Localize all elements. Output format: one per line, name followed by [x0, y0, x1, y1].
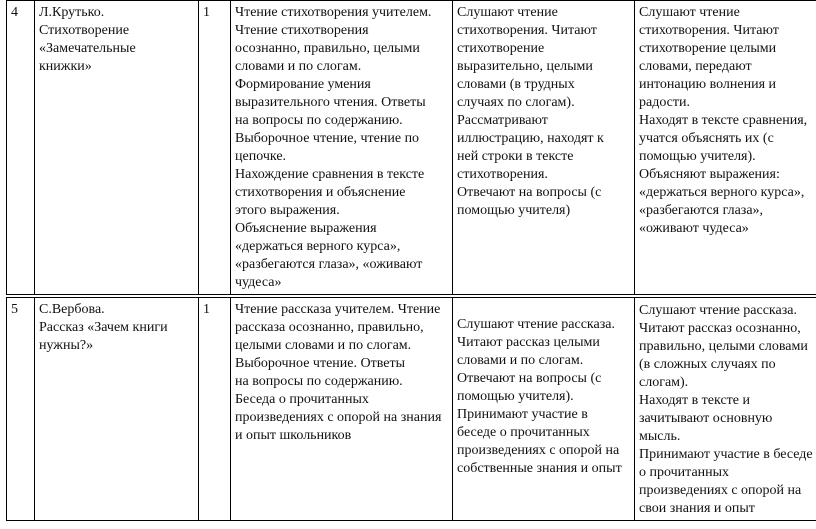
lesson-number: 4 — [7, 1, 35, 295]
text-line: выразительно, целыми — [457, 59, 593, 74]
text-line: Слушают чтение — [639, 5, 740, 20]
text-line: случаях по слогам). — [457, 95, 575, 110]
student-activity-group1 — [453, 1, 635, 295]
text-line: рассказа осознанно, правильно, — [235, 320, 424, 335]
text-line: «разбегаются глаза», «оживают — [235, 257, 423, 272]
text-line: Отвечают на вопросы (с — [457, 185, 602, 200]
text-line: Выборочное чтение, чтение по — [235, 131, 420, 146]
text-line: словами, передают — [639, 59, 752, 74]
text-line: Читают рассказ целыми — [457, 335, 600, 350]
text-line: стихотворения. Читают — [457, 23, 597, 38]
text-line: «Замечательные — [39, 41, 136, 56]
text-line: словами и по слогам. — [457, 353, 584, 368]
text-line: учатся объяснять их (с — [639, 131, 774, 146]
text-line: словами (в трудных — [457, 77, 575, 92]
table-row — [7, 1, 816, 295]
text-line: слогам). — [639, 375, 689, 390]
text-line: цепочке. — [235, 149, 287, 164]
text-line: зачитывают основную мысль. — [639, 411, 773, 444]
text-line: собственные знания и опыт — [457, 461, 622, 476]
text-line: Слушают чтение — [457, 5, 558, 20]
text-line: помощью учителя). — [457, 389, 574, 404]
table-row — [7, 298, 816, 521]
text-line: беседе о прочитанных — [457, 425, 590, 440]
text-line: этого выражения. — [235, 203, 340, 218]
text-line: стихотворение целыми — [639, 41, 777, 56]
text-line: ней строки в тексте — [457, 149, 574, 164]
text-line: стихотворения и объяснение — [235, 185, 406, 200]
teacher-activity — [231, 298, 453, 521]
text-line: Находят в тексте и — [639, 393, 751, 408]
text-line: на вопросы по содержанию. — [235, 113, 403, 128]
text-line: радости. — [639, 95, 691, 110]
text-line: «разбегаются глаза», — [639, 203, 764, 218]
text-line: Объясняют выражения: — [639, 167, 780, 182]
lesson-table-row-4 — [6, 0, 816, 295]
text-line: Читают рассказ осознанно, — [639, 321, 801, 336]
text-line: Формирование умения — [235, 77, 371, 92]
text-line: Нахождение сравнения в тексте — [235, 167, 425, 182]
text-line: (в сложных случаях по — [639, 357, 776, 372]
lesson-number: 5 — [7, 298, 35, 521]
text-line: Рассматривают — [457, 113, 548, 128]
text-line: Слушают чтение рассказа. — [639, 303, 797, 318]
text-line: и опыт школьников — [235, 428, 352, 443]
text-line: словами и по слогам. — [235, 59, 362, 74]
student-activity-group2 — [635, 1, 816, 295]
student-activity-group1 — [453, 298, 635, 521]
text-line: свои знания и опыт — [639, 501, 755, 516]
text-line: Объяснение выражения — [235, 221, 377, 236]
teacher-activity — [231, 1, 453, 295]
text-line: чудеса» — [235, 275, 282, 290]
text-line: стихотворение — [457, 41, 545, 56]
text-line: Находят в тексте сравнения, — [639, 113, 808, 128]
text-line: стихотворения. — [457, 167, 548, 182]
text-line: нужны?» — [39, 338, 94, 353]
text-line: о прочитанных — [639, 465, 730, 480]
text-line: Чтение стихотворения учителем. — [235, 5, 432, 20]
text-line: интонацию волнения и — [639, 77, 777, 92]
text-line: осознанно, правильно, целыми — [235, 41, 420, 56]
text-line: выразительного чтения. Ответы — [235, 95, 426, 110]
text-line: иллюстрацию, находят к — [457, 131, 604, 146]
text-line: Беседа о прочитанных — [235, 392, 369, 407]
lesson-title — [35, 1, 199, 295]
text-line: произведениях с опорой на — [457, 443, 620, 458]
text-line: Слушают чтение рассказа. — [457, 317, 615, 332]
text-line: стихотворения. Читают — [639, 23, 779, 38]
text-line: помощью учителя). — [639, 149, 756, 164]
text-line: Рассказ «Зачем книги — [39, 320, 168, 335]
text-line: Стихотворение — [39, 23, 130, 38]
text-line: Чтение рассказа учителем. Чтение — [235, 302, 441, 317]
text-line: книжки» — [39, 59, 92, 74]
lesson-hours: 1 — [199, 1, 231, 295]
text-line: на вопросы по содержанию. — [235, 374, 403, 389]
lesson-table-row-5 — [6, 297, 816, 521]
text-line: целыми словами и по слогам. — [235, 338, 412, 353]
text-line: «держаться верного курса», — [639, 185, 805, 200]
text-line: Принимают участие в — [457, 407, 588, 422]
text-line: Выборочное чтение. Ответы — [235, 356, 405, 371]
text-line: «оживают чудеса» — [639, 221, 749, 236]
lesson-title — [35, 298, 199, 521]
text-line: помощью учителя) — [457, 203, 571, 218]
lesson-hours: 1 — [199, 298, 231, 521]
text-line: произведениях с опорой на знания — [235, 410, 442, 425]
text-line: С.Вербова. — [39, 302, 105, 317]
text-line: правильно, целыми словами — [639, 339, 808, 354]
text-line: «держаться верного курса», — [235, 239, 401, 254]
text-line: Л.Крутько. — [39, 5, 105, 20]
text-line: произведениях с опорой на — [639, 483, 802, 498]
text-line: Отвечают на вопросы (с — [457, 371, 602, 386]
text-line: Чтение стихотворения — [235, 23, 369, 38]
text-line: Принимают участие в беседе — [639, 447, 813, 462]
student-activity-group2 — [635, 298, 816, 521]
